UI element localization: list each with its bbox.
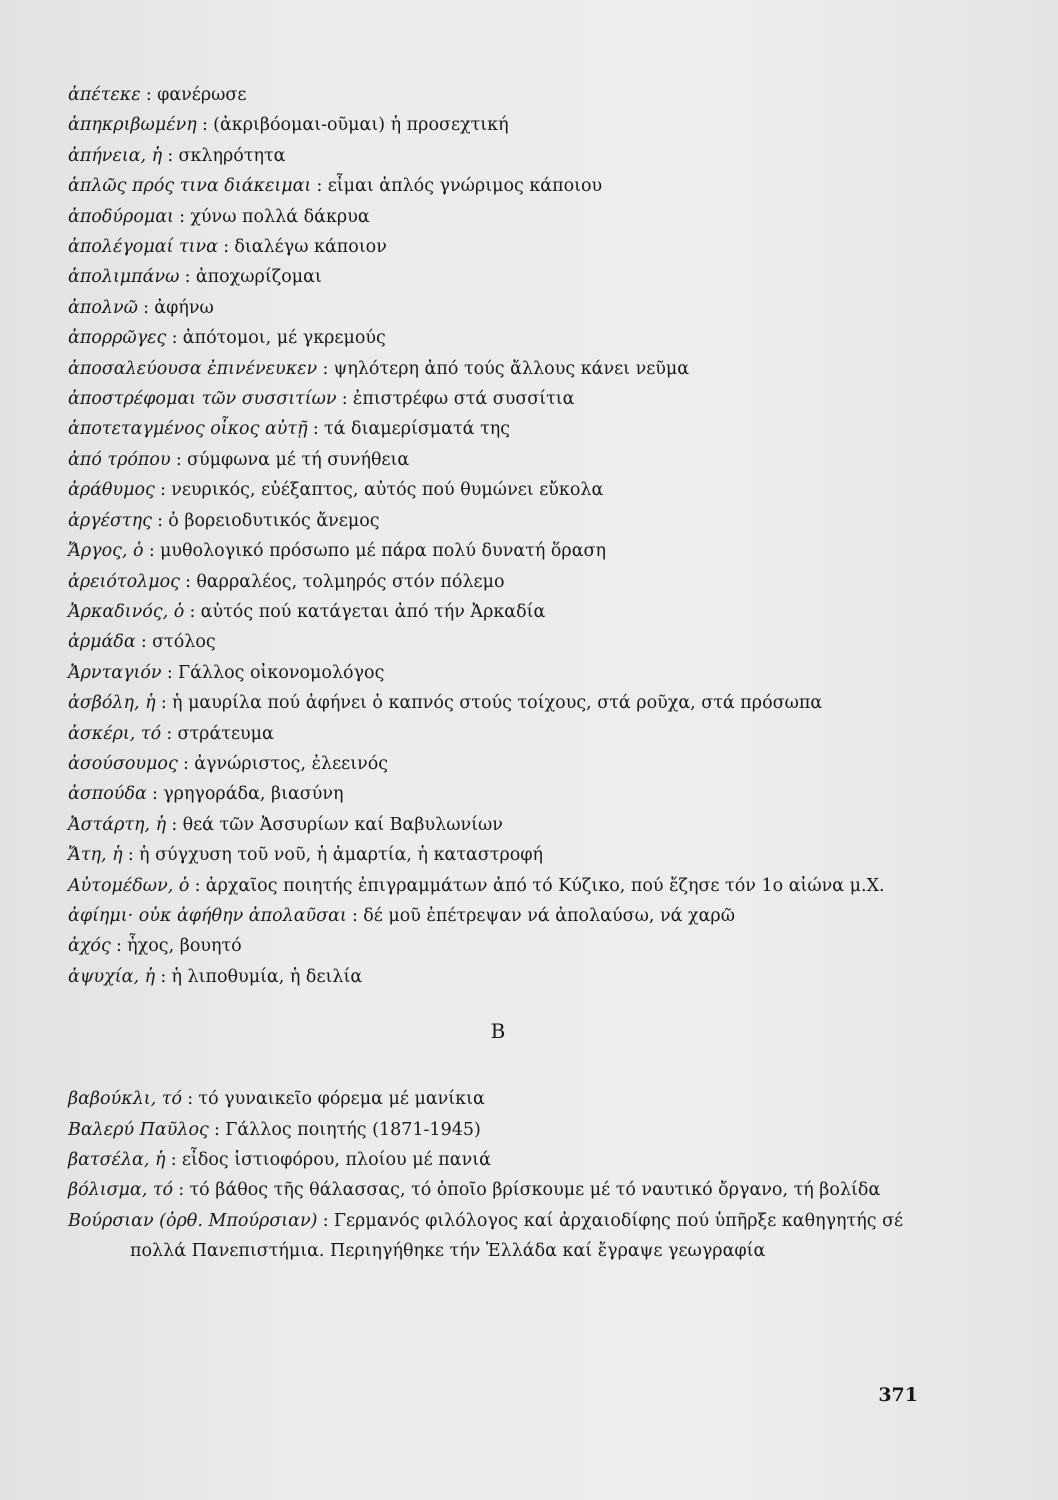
- entry-separator: :: [322, 358, 329, 379]
- entry-separator: :: [189, 601, 196, 622]
- entry-separator: :: [312, 419, 319, 440]
- entry-definition: τό βάθος τῆς θάλασσας, τό ὁποῖο βρίσκουμε μέ τό ναυτικό ὄργανο, τή βολίδα: [189, 1180, 881, 1201]
- entry-definition: γρηγοράδα, βιασύνη: [163, 784, 344, 805]
- entry-separator: :: [157, 510, 164, 531]
- entry-definition: στράτευμα: [177, 723, 274, 744]
- entry-separator: :: [140, 632, 147, 653]
- entry-term: Ἀρκαδινός, ὁ: [68, 601, 185, 622]
- glossary-entry: [68, 445, 928, 475]
- entry-definition: σύμφωνα μέ τή συνήθεια: [187, 449, 410, 470]
- glossary-entry: [68, 1206, 928, 1267]
- entry-separator: :: [170, 1150, 177, 1170]
- entry-term: Ἄτη, ἡ: [68, 845, 123, 866]
- entry-separator: :: [160, 693, 167, 714]
- entry-definition: χύνω πολλά δάκρυα: [190, 206, 370, 227]
- entry-separator: :: [352, 905, 358, 926]
- entry-term: ἀποδύρομαι: [68, 206, 174, 227]
- entry-definition: ἐπιστρέφω στά συσσίτια: [352, 389, 575, 410]
- entry-term: ἀσκέρι, τό: [68, 723, 162, 744]
- entry-definition: ὁ βορειοδυτικός ἄνεμος: [168, 510, 380, 531]
- entry-definition: ἀποχωρίζομαι: [195, 267, 322, 288]
- glossary-entry: [68, 658, 928, 688]
- entry-term: ἀπολιμπάνω: [68, 267, 180, 288]
- glossary-entry: [68, 597, 928, 627]
- entry-definition: διαλέγω κάποιον: [234, 237, 387, 258]
- entry-definition: ἡ μαυρίλα πού ἀφήνει ὁ καπνός στούς τοίχους, στά ροῦχα, στά πρόσωπα: [172, 693, 823, 714]
- entry-term: Ἄργος, ὁ: [68, 541, 144, 562]
- glossary-entry: [68, 141, 928, 171]
- entry-term: ἀρειότολμος: [68, 571, 180, 592]
- entry-separator: :: [185, 571, 192, 592]
- glossary-entry: [68, 80, 928, 110]
- entry-separator: :: [171, 328, 178, 349]
- entry-definition: ἀπότομοι, μέ γκρεμούς: [182, 328, 386, 349]
- alpha-section: [68, 80, 928, 992]
- glossary-entry: [68, 810, 928, 840]
- entry-separator: :: [148, 541, 155, 562]
- entry-separator: :: [145, 85, 152, 105]
- glossary-entry: [68, 536, 928, 566]
- glossary-entry: [68, 567, 928, 597]
- entry-definition: ψηλότερη ἀπό τούς ἄλλους κάνει νεῦμα: [333, 358, 690, 379]
- entry-term: ἀπέτεκε: [68, 85, 141, 105]
- entry-term: ἀπήνεια, ἡ: [68, 145, 163, 166]
- entry-term: ἀφίημι· οὐκ ἀφήθην ἀπολαῦσαι: [68, 905, 347, 926]
- entry-term: ἀποστρέφομαι τῶν συσσιτίων: [68, 389, 337, 410]
- entry-separator: :: [152, 784, 158, 805]
- glossary-entry: [68, 871, 928, 901]
- entry-separator: :: [116, 936, 122, 957]
- glossary-entry: [68, 1175, 928, 1205]
- glossary-entry: [68, 931, 928, 961]
- entry-definition: εἶδος ἱστιοφόρου, πλοίου μέ πανιά: [181, 1150, 491, 1170]
- entry-definition: Γάλλος οἰκονομολόγος: [177, 662, 385, 683]
- entry-definition: ἦχος, βουητό: [127, 936, 242, 957]
- entry-separator: :: [178, 1180, 185, 1201]
- entry-term: βατσέλα, ἡ: [68, 1150, 166, 1170]
- entry-separator: :: [194, 875, 201, 896]
- glossary-entry: [68, 110, 928, 140]
- entry-term: ἀσπούδα: [68, 784, 147, 805]
- glossary-entry: [68, 232, 928, 262]
- page-number: 371: [878, 1384, 918, 1406]
- glossary-entry: [68, 1145, 928, 1175]
- entry-separator: :: [183, 753, 189, 774]
- entry-separator: :: [322, 1210, 329, 1231]
- entry-definition: ἀγνώριστος, ἐλεεινός: [194, 753, 389, 774]
- entry-term: Ἀστάρτη, ἡ: [68, 814, 167, 835]
- glossary-entry: [68, 901, 928, 931]
- entry-term: ἀπό τρόπου: [68, 449, 171, 470]
- glossary-entry: [68, 688, 928, 718]
- entry-term: ἀποτεταγμένος οἶκος αὐτῇ: [68, 419, 308, 440]
- entry-term: ἀπολνῶ: [68, 297, 138, 318]
- entry-definition: φανέρωσε: [157, 85, 247, 105]
- entry-separator: :: [184, 267, 191, 288]
- entry-term: Αὐτομέδων, ὁ: [68, 875, 190, 896]
- glossary-entry: [68, 475, 928, 505]
- entry-term: ἀπολέγομαί τινα: [68, 237, 218, 258]
- entry-separator: :: [127, 845, 134, 866]
- entry-definition: ἀρχαῖος ποιητής ἐπιγραμμάτων ἀπό τό Κύζικο, πού ἔζησε τόν 1ο αἰώνα μ.Χ.: [205, 875, 885, 896]
- entry-separator: :: [187, 1089, 194, 1110]
- glossary-entry: [68, 749, 928, 779]
- entry-definition: αὐτός πού κατάγεται ἀπό τήν Ἀρκαδία: [200, 601, 546, 622]
- glossary-entry: [68, 202, 928, 232]
- glossary-entry: [68, 1084, 928, 1114]
- entry-definition: θεά τῶν Ἀσσυρίων καί Βαβυλωνίων: [182, 814, 503, 835]
- entry-term: ἀράθυμος: [68, 480, 155, 501]
- entry-term: Βούρσιαν (ὀρθ. Μπούρσιαν): [68, 1210, 318, 1231]
- glossary-entry: [68, 293, 928, 323]
- glossary-entry: [68, 1115, 928, 1145]
- entry-separator: :: [160, 480, 166, 501]
- entry-term: βαβούκλι, τό: [68, 1089, 182, 1110]
- entry-separator: :: [179, 206, 186, 227]
- glossary-entry: [68, 262, 928, 292]
- entry-separator: :: [201, 115, 208, 136]
- entry-definition: Γερμανός φιλόλογος καί ἀρχαιοδίφης πού ὑπῆρξε καθηγητής σέ πολλά Πανεπιστήμια. Περιηγήθηκε τήν Ἑλλάδα καί ἔγραψε γεωγραφία: [130, 1210, 904, 1262]
- entry-separator: :: [167, 145, 174, 166]
- entry-definition: νευρικός, εὐέξαπτος, αὐτός πού θυμώνει εὔκολα: [171, 480, 604, 501]
- entry-separator: :: [171, 814, 178, 835]
- entry-term: ἀρμάδα: [68, 632, 136, 653]
- entry-separator: :: [175, 449, 182, 470]
- entry-term: ἀσβόλη, ἡ: [68, 693, 156, 714]
- glossary-entry: [68, 354, 928, 384]
- entry-separator: :: [223, 237, 230, 258]
- glossary-entry: [68, 779, 928, 809]
- entry-definition: στόλος: [152, 632, 216, 653]
- entry-definition: δέ μοῦ ἐπέτρεψαν νά ἀπολαύσω, νά χαρῶ: [363, 905, 735, 926]
- entry-definition: σκληρότητα: [178, 145, 286, 166]
- entry-term: ἀπηκριβωμένη: [68, 115, 197, 136]
- entry-definition: ἡ λιποθυμία, ἡ δειλία: [171, 966, 363, 987]
- entry-definition: Γάλλος ποιητής (1871-1945): [225, 1119, 481, 1140]
- entry-term: ἀψυχία, ἡ: [68, 966, 156, 987]
- entry-definition: θαρραλέος, τολμηρός στόν πόλεμο: [196, 571, 505, 592]
- entry-separator: :: [166, 723, 173, 744]
- entry-definition: τά διαμερίσματά της: [324, 419, 511, 440]
- entry-separator: :: [160, 966, 167, 987]
- entry-term: ἁπλῶς πρός τινα διάκειμαι: [68, 176, 312, 197]
- entry-separator: :: [316, 176, 323, 197]
- glossary-entry: [68, 962, 928, 992]
- entry-definition: (ἀκριβόομαι-οῦμαι) ἡ προσεχτική: [213, 115, 509, 136]
- entry-term: ἀχός: [68, 936, 111, 957]
- entry-separator: :: [143, 297, 150, 318]
- entry-definition: ἀφήνω: [154, 297, 214, 318]
- entry-term: ἀργέστης: [68, 510, 152, 531]
- glossary-entry: [68, 840, 928, 870]
- glossary-entry: [68, 506, 928, 536]
- entry-definition: ἡ σύγχυση τοῦ νοῦ, ἡ ἁμαρτία, ἡ καταστροφή: [139, 845, 544, 866]
- entry-separator: :: [166, 662, 173, 683]
- entry-definition: εἶμαι ἁπλός γνώριμος κάποιου: [327, 176, 603, 197]
- glossary-entry: [68, 627, 928, 657]
- glossary-entry: [68, 719, 928, 749]
- section-heading-beta: Β: [490, 1019, 506, 1044]
- entry-term: ἀποσαλεύουσα ἐπινένευκεν: [68, 358, 318, 379]
- entry-definition: μυθολογικό πρόσωπο μέ πάρα πολύ δυνατή ὅραση: [160, 541, 606, 562]
- entry-separator: :: [341, 389, 348, 410]
- glossary: [68, 80, 928, 1267]
- entry-definition: τό γυναικεῖο φόρεμα μέ μανίκια: [198, 1089, 485, 1110]
- beta-section: [68, 1084, 928, 1266]
- entry-separator: :: [214, 1119, 220, 1140]
- glossary-entry: [68, 414, 928, 444]
- glossary-entry: [68, 384, 928, 414]
- glossary-entry: [68, 323, 928, 353]
- glossary-entry: [68, 171, 928, 201]
- entry-term: βόλισμα, τό: [68, 1180, 174, 1201]
- entry-term: Βαλερύ Παῦλος: [68, 1119, 209, 1140]
- entry-term: Ἀρνταγιόν: [68, 662, 162, 683]
- entry-term: ἀσούσουμος: [68, 753, 178, 774]
- entry-term: ἀπορρῶγες: [68, 328, 167, 349]
